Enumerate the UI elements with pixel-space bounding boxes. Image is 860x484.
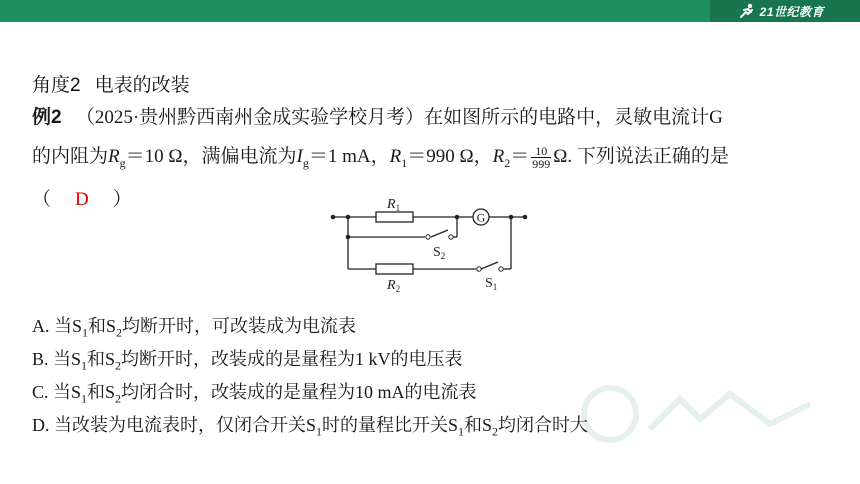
option-text: D. 当改装为电流表时，仅闭合开关S <box>32 415 317 435</box>
subscript: 1 <box>81 358 88 373</box>
question-source-text: （2025·贵州黔西南州金成实验学校月考）在如图所示的电路中，灵敏电流计G <box>75 107 723 128</box>
option-text: 均断开时，可改装成为电流表 <box>122 316 357 336</box>
subscript: 1 <box>81 391 88 406</box>
label-R2: $R_2$ <box>387 278 401 294</box>
subscript: 2 <box>492 424 499 439</box>
option-text: 和S <box>87 382 116 402</box>
answer-value: D <box>75 189 89 210</box>
fraction-denominator: 999 <box>532 157 551 172</box>
option-c[interactable] <box>32 378 477 407</box>
symbol-I: I <box>296 146 303 167</box>
answer-paren-open: （ <box>32 189 52 210</box>
question-text: 的内阻为 <box>32 146 109 167</box>
option-text: C. 当S <box>32 382 82 402</box>
subscript: 1 <box>316 424 323 439</box>
watermark-logo <box>570 374 830 454</box>
symbol-R1: R <box>389 146 402 167</box>
question-text: ＝990 Ω， <box>407 146 493 167</box>
option-text: A. 当S <box>32 316 83 336</box>
label-S1: $S_1$ <box>485 276 498 292</box>
option-text: 时的量程比开关S <box>322 415 459 435</box>
option-d[interactable] <box>32 411 588 440</box>
subscript: 2 <box>116 325 123 340</box>
subscript: 1 <box>82 325 89 340</box>
option-text: B. 当S <box>32 349 82 369</box>
subscript-1: 1 <box>401 155 408 170</box>
logo-text: 21世纪教育 <box>759 4 824 19</box>
symbol-R2: R <box>492 146 505 167</box>
answer-paren-close: ） <box>112 189 132 210</box>
section-label: 角度2 <box>32 75 81 96</box>
question-text: ＝ <box>510 146 530 167</box>
subscript-2: 2 <box>504 155 511 170</box>
label-S2: $S_2$ <box>433 245 446 261</box>
option-b[interactable] <box>32 345 463 374</box>
symbol-R: R <box>108 146 120 167</box>
option-text: 和S <box>87 349 116 369</box>
option-text: 均闭合时，改装成的是量程为10 mA的电流表 <box>121 382 477 402</box>
subscript-g: g <box>302 155 309 170</box>
label-galvanometer: G <box>476 210 486 225</box>
subscript: 1 <box>458 424 465 439</box>
subscript-g: g <box>119 155 126 170</box>
option-text: 和S <box>464 415 493 435</box>
option-text: 均闭合时大 <box>498 415 589 435</box>
subscript: 2 <box>115 391 122 406</box>
option-text: 均断开时，改装成的是量程为1 kV的电压表 <box>121 349 463 369</box>
question-text: ＝1 mA， <box>308 146 390 167</box>
option-text: 和S <box>88 316 117 336</box>
question-text: ＝10 Ω，满偏电流为 <box>125 146 297 167</box>
fraction-numerator: 10 <box>531 145 551 158</box>
label-R1: $R_1$ <box>387 197 401 213</box>
option-a[interactable] <box>32 312 356 341</box>
question-text: Ω. 下列说法正确的是 <box>553 146 729 167</box>
section-name: 电表的改装 <box>94 75 190 96</box>
example-label: 例2 <box>32 107 62 128</box>
subscript: 2 <box>115 358 122 373</box>
